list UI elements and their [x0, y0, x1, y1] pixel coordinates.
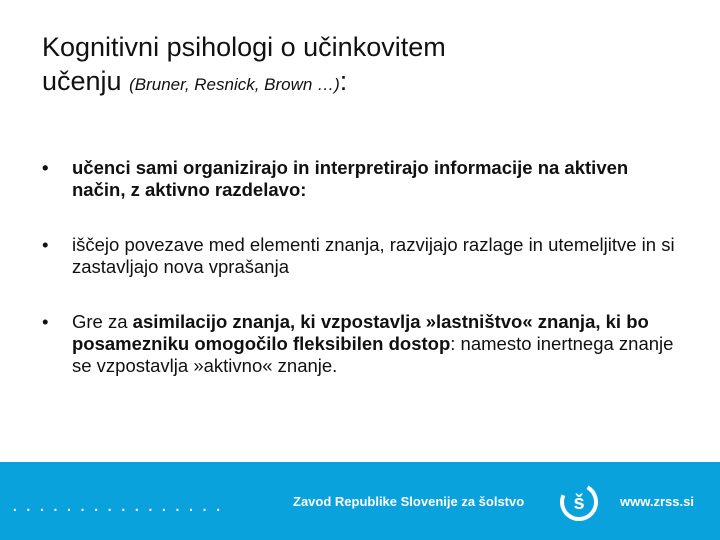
zrss-logo-icon: [559, 482, 599, 522]
bullet-marker: •: [42, 311, 49, 332]
title-line-2-main: učenju: [42, 66, 130, 96]
website-link[interactable]: www.zrss.si: [620, 494, 694, 509]
bullet-text-3-bold: asimilacijo znanja, ki vzpostavlja »lastništvo« znanja, ki bo posamezniku omogočilo fleksibilen dostop: [72, 311, 649, 354]
bullet-list: [42, 157, 682, 377]
bullet-text-1: učenci sami organizirajo in interpretirajo informacije na aktiven način, z aktivno razdelavo:: [72, 157, 629, 200]
title-colon: :: [339, 66, 348, 96]
bullet-text-3-rest: : namesto inertnega znanje se vzpostavlja »aktivno« znanje.: [72, 333, 674, 376]
bullet-item-3: [42, 311, 682, 377]
bullet-item-1: [42, 157, 682, 201]
footer-bar: [0, 462, 720, 540]
organization-name: Zavod Republike Slovenije za šolstvo: [293, 494, 525, 509]
bullet-marker: •: [42, 157, 49, 178]
svg-text:š: š: [573, 492, 585, 514]
footer-dots: ................: [12, 494, 229, 516]
title-authors: (Bruner, Resnick, Brown …): [129, 75, 340, 94]
title-line-2: [42, 64, 682, 102]
title-line-1: Kognitivni psihologi o učinkovitem: [42, 32, 446, 62]
bullet-marker: •: [42, 234, 49, 255]
bullet-text-3-pre: Gre za: [72, 311, 133, 332]
slide-title: [42, 30, 682, 102]
bullet-item-2: [42, 234, 682, 278]
bullet-text-2: iščejo povezave med elementi znanja, razvijajo razlage in utemeljitve in si zastavljajo nova vprašanja: [72, 234, 675, 277]
